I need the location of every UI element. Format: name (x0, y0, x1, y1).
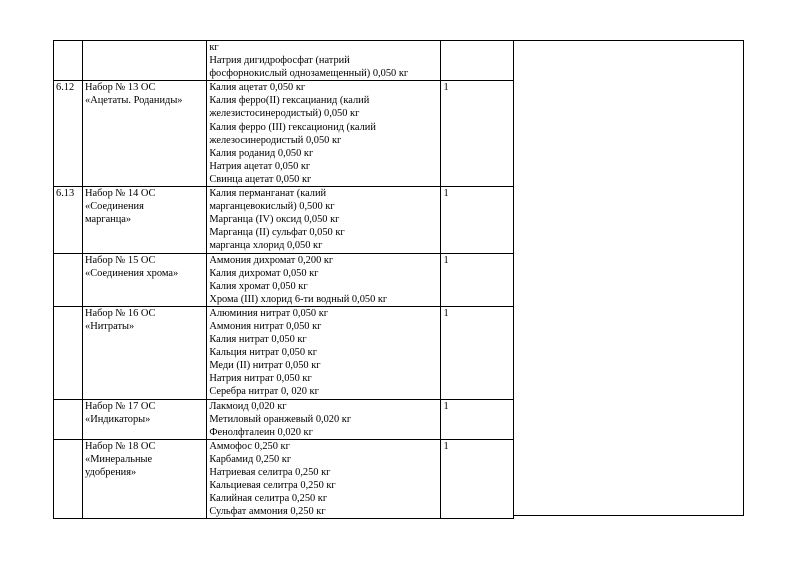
quantity-cell: 1 (441, 81, 514, 187)
quantity-cell: 1 (441, 399, 514, 439)
composition-line: Серебра нитрат 0, 020 кг (209, 386, 319, 398)
composition-line: железосинеродистый 0,050 кг (209, 134, 342, 146)
composition-line: Кальция нитрат 0,050 кг (209, 347, 317, 359)
quantity-cell (441, 41, 514, 81)
composition-line: Карбамид 0,250 кг (209, 453, 292, 465)
table-row (54, 41, 514, 81)
kit-name-line: марганца» (85, 214, 132, 226)
composition-line: железистосинеродистый) 0,050 кг (209, 108, 360, 120)
row-number-cell (54, 399, 83, 439)
composition-line: Аммония нитрат 0,050 кг (209, 320, 322, 332)
composition-cell (207, 81, 441, 187)
composition-line: Натрия дигидрофосфат (натрий (209, 55, 350, 67)
composition-line: Кальциевая селитра 0,250 кг (209, 480, 336, 492)
kit-name-line: «Соединения (85, 201, 144, 213)
composition-line: Калия нитрат 0,050 кг (209, 334, 307, 346)
kit-name-cell (83, 399, 207, 439)
kit-name-line: «Соединения хрома» (85, 267, 179, 279)
right-column-box (514, 40, 744, 516)
row-number-cell (54, 306, 83, 399)
composition-line: Калийная селитра 0,250 кг (209, 493, 328, 505)
kit-name-line: Набор № 17 ОС (85, 400, 156, 412)
kit-name-line: «Ацетаты. Роданиды» (85, 95, 183, 107)
row-number-cell (54, 41, 83, 81)
kit-name-cell (83, 81, 207, 187)
composition-line: Метиловый оранжевый 0,020 кг (209, 413, 352, 425)
composition-line: Калия перманганат (калий (209, 188, 327, 200)
kit-name-cell (83, 187, 207, 253)
composition-line: Алюминия нитрат 0,050 кг (209, 307, 329, 319)
quantity-cell: 1 (441, 187, 514, 253)
composition-line: Натрия ацетат 0,050 кг (209, 160, 311, 172)
row-number-cell (54, 439, 83, 519)
composition-line: Калия дихромат 0,050 кг (209, 267, 319, 279)
composition-line: Калия ацетат 0,050 кг (209, 82, 306, 94)
quantity-cell: 1 (441, 306, 514, 399)
quantity-cell: 1 (441, 439, 514, 519)
composition-line: Лакмоид 0,020 кг (209, 400, 287, 412)
table-row (54, 187, 514, 253)
table-row (54, 306, 514, 399)
kit-name-cell (83, 253, 207, 306)
composition-line: Калия роданид 0,050 кг (209, 147, 314, 159)
composition-line: Аммофос 0,250 кг (209, 440, 290, 452)
table-body (54, 41, 514, 519)
kit-name-cell (83, 439, 207, 519)
equipment-table (53, 40, 514, 519)
composition-line: Меди (II) нитрат 0,050 кг (209, 360, 321, 372)
composition-cell (207, 306, 441, 399)
composition-line: Калия ферро (III) гексационид (калий (209, 121, 376, 133)
composition-cell (207, 187, 441, 253)
composition-line: Марганца (II) сульфат 0,050 кг (209, 227, 345, 239)
table-row (54, 399, 514, 439)
composition-line: Хрома (III) хлорид 6-ти водный 0,050 кг (209, 293, 388, 305)
composition-line: Марганца (IV) оксид 0,050 кг (209, 214, 340, 226)
row-number-cell (54, 253, 83, 306)
composition-line: Калия хромат 0,050 кг (209, 280, 308, 292)
kit-name-line: «Нитраты» (85, 320, 135, 332)
composition-line: кг (209, 42, 219, 53)
composition-cell (207, 399, 441, 439)
kit-name-line: «Индикаторы» (85, 413, 151, 425)
table-row (54, 439, 514, 519)
kit-name-cell (83, 41, 207, 81)
row-number-cell: 6.13 (54, 187, 83, 253)
kit-name-line: Набор № 14 ОС (85, 188, 156, 200)
composition-line: марганцевокислый) 0,500 кг (209, 201, 335, 213)
kit-name-line: удобрения» (85, 467, 137, 478)
table-row (54, 81, 514, 187)
kit-name-line: Набор № 15 ОС (85, 254, 156, 266)
kit-name-line: «Минеральные (85, 453, 153, 465)
kit-name-cell (83, 306, 207, 399)
composition-line: Свинца ацетат 0,050 кг (209, 173, 312, 185)
composition-line: Калия ферро(II) гексацианид (калий (209, 95, 370, 107)
composition-line: Сульфат аммония 0,250 кг (209, 506, 326, 518)
kit-name-line: Набор № 18 ОС (85, 440, 156, 452)
composition-line: Аммония дихромат 0,200 кг (209, 254, 334, 266)
quantity-cell: 1 (441, 253, 514, 306)
kit-name-line: Набор № 16 ОС (85, 307, 156, 319)
composition-cell (207, 253, 441, 306)
row-number-cell: 6.12 (54, 81, 83, 187)
kit-name-line: Набор № 13 ОС (85, 82, 156, 94)
composition-cell (207, 439, 441, 519)
composition-line: марганца хлорид 0,050 кг (209, 240, 323, 252)
composition-line: Натрия нитрат 0,050 кг (209, 373, 312, 385)
composition-cell (207, 41, 441, 81)
composition-line: Натриевая селитра 0,250 кг (209, 467, 331, 478)
composition-line: Фенолфталеин 0,020 кг (209, 426, 313, 438)
composition-line: фосфорнокислый однозамещенный) 0,050 кг (209, 68, 409, 80)
table-row (54, 253, 514, 306)
